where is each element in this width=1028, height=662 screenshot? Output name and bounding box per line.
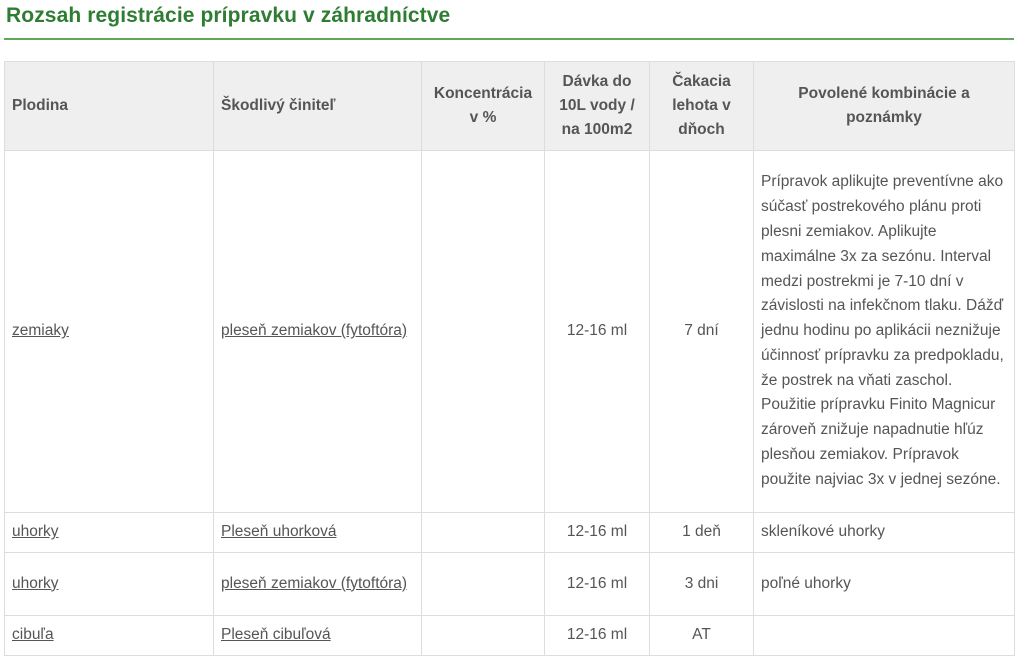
cell-plodina	[5, 513, 214, 553]
header-poznamky: Povolené kombinácie a poznámky	[754, 62, 1015, 151]
crop-link[interactable]: zemiaky	[12, 322, 69, 340]
header-koncentracia: Koncentrácia v %	[422, 62, 545, 151]
page-title: Rozsah registrácie prípravku v záhradníctve	[6, 4, 451, 27]
cell-koncentracia	[422, 151, 545, 513]
cell-cinitel	[214, 513, 422, 553]
crop-link[interactable]: uhorky	[12, 523, 59, 541]
pest-link[interactable]: pleseň zemiakov (fytoftóra)	[221, 322, 408, 340]
pest-link[interactable]: Pleseň cibuľová	[221, 626, 331, 644]
cell-koncentracia	[422, 616, 545, 656]
table-row	[5, 513, 1015, 553]
crop-link[interactable]: uhorky	[12, 574, 59, 592]
title-divider	[4, 38, 1014, 40]
cell-poznamky: Prípravok aplikujte preventívne ako súčasť postrekového plánu proti plesni zemiakov. Aplikujte maximálne 3x za sezónu. Interval medzi postrekmi je 7-10 dní v závislosti na infekčnom tlaku. Dážď jednu hodinu po aplikácii neznižuje účinnosť prípravku za predpokladu, že postrek na vňati zaschol. Použitie prípravku Finito Magnicur zároveň znižuje napadnutie hľúz plesňou zemiakov. Prípravok použite najviac 3x v jednej sezóne.	[754, 151, 1015, 513]
cell-koncentracia	[422, 513, 545, 553]
header-davka: Dávka do 10L vody / na 100m2	[545, 62, 650, 151]
cell-davka: 12-16 ml	[545, 513, 650, 553]
cell-davka: 12-16 ml	[545, 616, 650, 656]
header-plodina: Plodina	[5, 62, 214, 151]
cell-poznamky: skleníkové uhorky	[754, 513, 1015, 553]
header-cakacia-lehota: Čakacia lehota v dňoch	[650, 62, 754, 151]
cell-plodina	[5, 151, 214, 513]
cell-koncentracia	[422, 553, 545, 616]
table-header-row	[5, 62, 1015, 151]
cell-cinitel	[214, 151, 422, 513]
pest-link[interactable]: Pleseň uhorková	[221, 523, 337, 541]
cell-cinitel	[214, 553, 422, 616]
cell-davka: 12-16 ml	[545, 151, 650, 513]
table-row	[5, 553, 1015, 616]
cell-cinitel	[214, 616, 422, 656]
table-row	[5, 151, 1015, 513]
crop-link[interactable]: cibuľa	[12, 626, 54, 644]
cell-plodina	[5, 616, 214, 656]
cell-lehota: 3 dni	[650, 553, 754, 616]
cell-davka: 12-16 ml	[545, 553, 650, 616]
cell-poznamky: poľné uhorky	[754, 553, 1015, 616]
pest-link[interactable]: pleseň zemiakov (fytoftóra)	[221, 574, 408, 592]
header-skodlivy-cinitel: Škodlivý činiteľ	[214, 62, 422, 151]
cell-plodina	[5, 553, 214, 616]
table-row	[5, 616, 1015, 656]
registration-table	[4, 61, 1015, 656]
cell-lehota: AT	[650, 616, 754, 656]
cell-poznamky	[754, 616, 1015, 656]
cell-lehota: 7 dní	[650, 151, 754, 513]
cell-lehota: 1 deň	[650, 513, 754, 553]
